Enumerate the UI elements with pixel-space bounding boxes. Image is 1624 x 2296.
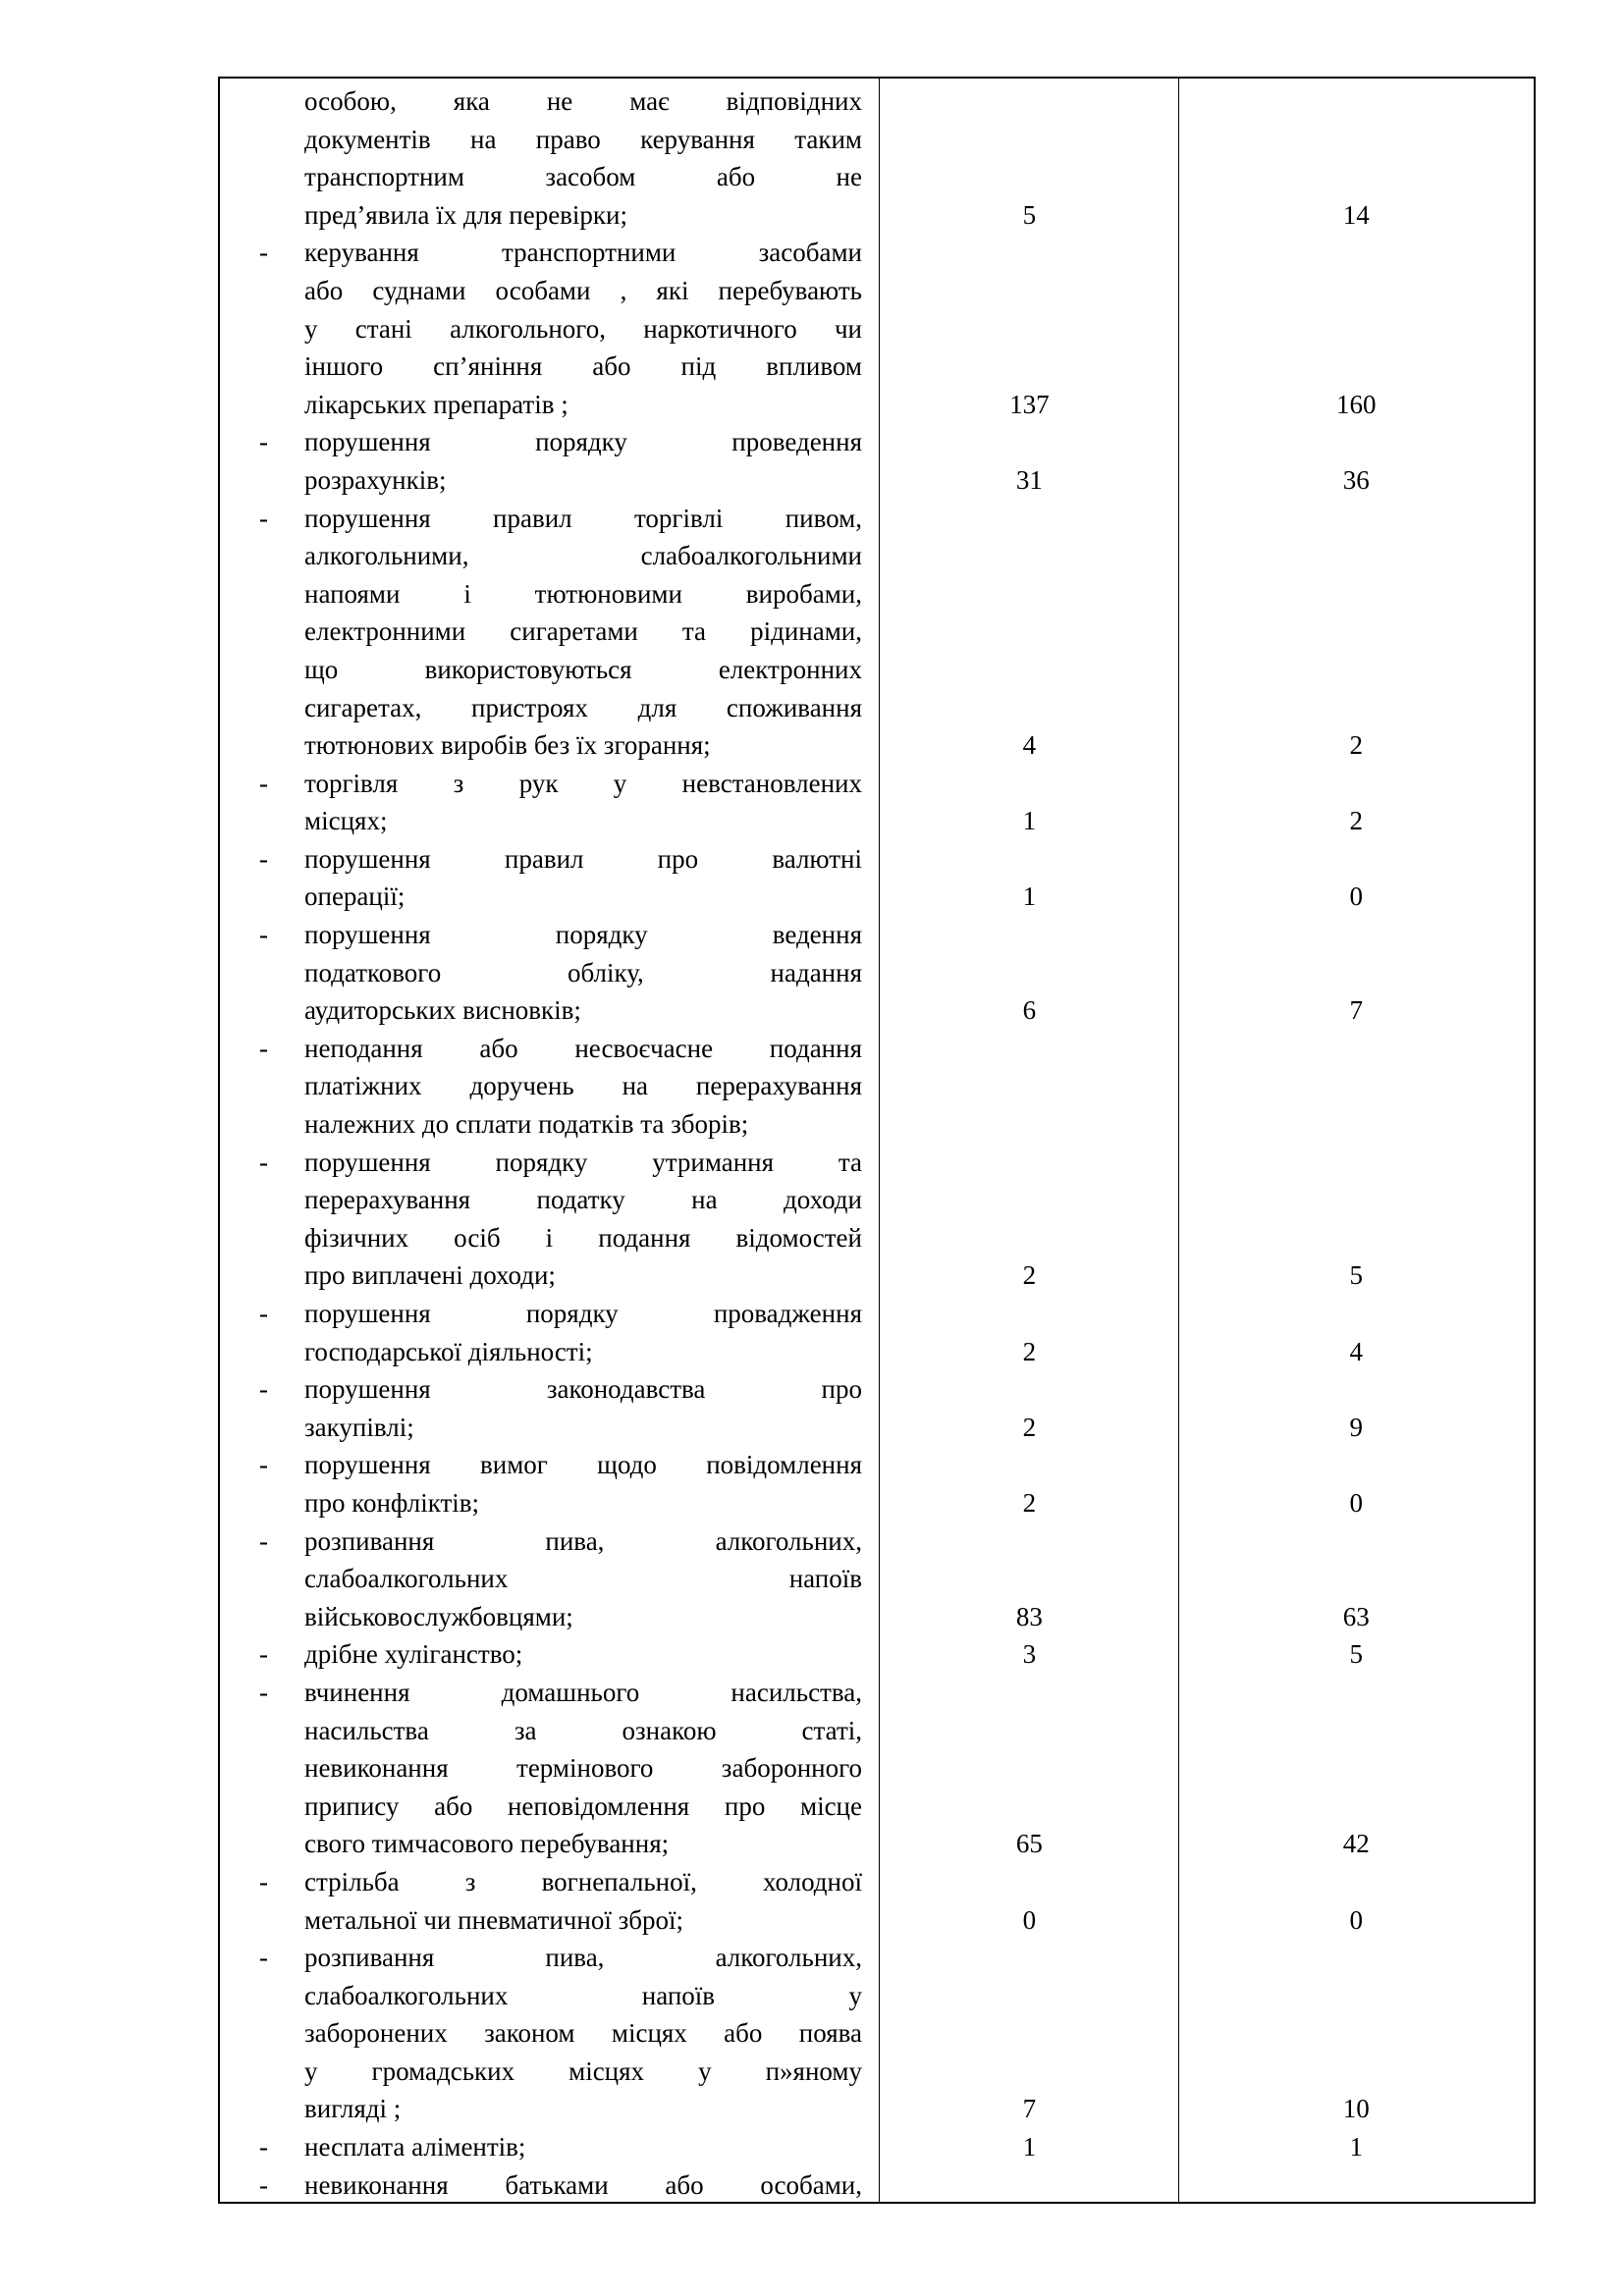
offense-description [220,82,880,234]
list-dash: - [259,2169,268,2200]
table-row [220,82,1534,234]
value-period-1: 2 [1022,1487,1037,1518]
list-dash: - [259,843,268,874]
table-row [220,423,1534,499]
text-line: порушення правил торгівлі пивом, [304,503,862,533]
text-line: дрібне хуліганство; [304,1639,523,1670]
offense-description [220,500,880,765]
value-period-1: 5 [1022,199,1037,230]
text-line: порушення порядку проведення [304,427,862,457]
value-period-1: 2 [1022,1412,1037,1442]
list-dash: - [259,768,268,798]
text-line: порушення порядку провадження [304,1299,862,1328]
text-line: розпивання пива, алкогольних, [304,1525,862,1556]
value-period-1: 31 [1015,464,1043,495]
value-period-1: 1 [1022,806,1037,836]
value-period-2: 5 [1349,1639,1364,1670]
text-line: свого тимчасового перебування; [304,1829,670,1859]
offense-description [220,1863,880,1939]
text-line: тютюнових виробів без їх згорання; [304,730,711,761]
text-line: електронними сигаретами та рідинами, [304,616,862,647]
table-row [220,1635,1534,1674]
text-line: у громадських місцях у п»яному [304,2056,862,2086]
table-row [220,1674,1534,1863]
text-line: лікарських препаратів ; [304,389,568,419]
table-row [220,1030,1534,1144]
text-line: транспортним засобом або не [304,162,862,192]
value-period-1: 2 [1022,1260,1037,1291]
text-line: належних до сплати податків та зборів; [304,1109,749,1140]
offenses-table [218,77,1536,2204]
text-line: іншого сп’яніння або під впливом [304,351,862,382]
text-line: припису або неповідомлення про місце [304,1790,862,1821]
list-dash: - [259,503,268,533]
table-row [220,1295,1534,1370]
offense-description [220,2166,880,2205]
text-line: алкогольними, слабоалкогольними [304,541,862,571]
value-period-2: 1 [1349,2132,1364,2163]
value-period-2: 36 [1342,464,1370,495]
offense-description [220,1144,880,1295]
text-line: у стані алкогольного, наркотичного чи [304,313,862,344]
value-period-2: 4 [1349,1336,1364,1366]
value-period-1: 1 [1022,2132,1037,2163]
text-line: напоями і тютюновими виробами, [304,578,862,609]
text-line: торгівля з рук у невстановлених [304,768,862,798]
text-line: про виплачені доходи; [304,1260,556,1291]
text-line: насильства за ознакою статі, [304,1715,862,1745]
list-dash: - [259,1450,268,1480]
text-line: про конфліктів; [304,1487,480,1518]
text-line: невиконання термінового заборонного [304,1753,862,1784]
value-period-2: 14 [1342,199,1370,230]
value-period-1: 83 [1015,1601,1043,1631]
list-dash: - [259,1299,268,1328]
text-line: порушення правил про валютні [304,843,862,874]
value-period-2: 0 [1349,881,1364,912]
list-dash: - [259,1374,268,1405]
value-period-2: 9 [1349,1412,1364,1442]
text-line: що використовуються електронних [304,654,862,684]
value-period-2: 5 [1349,1260,1364,1291]
text-line: податкового обліку, надання [304,957,862,988]
text-line: військовослужбовцями; [304,1601,573,1631]
text-line: фізичних осіб і подання відомостей [304,1222,862,1253]
offense-description [220,916,880,1030]
list-dash: - [259,1525,268,1556]
list-dash: - [259,1147,268,1177]
value-period-1: 3 [1022,1639,1037,1670]
offense-description [220,1370,880,1446]
offense-description [220,1939,880,2128]
text-line: слабоалкогольних напоїв у [304,1980,862,2010]
table-row [220,765,1534,840]
list-dash: - [259,1639,268,1670]
value-period-1: 6 [1022,995,1037,1026]
text-line: або суднами особами , які перебувають [304,275,862,305]
value-period-1: 65 [1015,1829,1043,1859]
text-line: розрахунків; [304,464,447,495]
value-period-2: 0 [1349,1904,1364,1935]
value-period-1: 1 [1022,881,1037,912]
list-dash: - [259,920,268,950]
table-row [220,1863,1534,1939]
text-line: порушення вимог щодо повідомлення [304,1450,862,1480]
text-line: платіжних доручень на перерахування [304,1071,862,1101]
table-row [220,2128,1534,2166]
offense-description [220,234,880,423]
value-period-2: 160 [1336,389,1377,419]
offense-description [220,1522,880,1636]
text-line: місцях; [304,806,388,836]
list-dash: - [259,1943,268,1973]
value-period-2: 2 [1349,730,1364,761]
offense-description [220,1446,880,1522]
value-period-1: 0 [1022,1904,1037,1935]
list-dash: - [259,2132,268,2163]
text-line: пред’явила їх для перевірки; [304,199,627,230]
value-period-2: 63 [1342,1601,1370,1631]
table-row [220,1522,1534,1636]
offense-description [220,840,880,916]
value-period-1: 137 [1009,389,1050,419]
value-period-2: 10 [1342,2094,1370,2124]
text-line: заборонених законом місцях або поява [304,2018,862,2049]
table-row [220,916,1534,1030]
text-line: розпивання пива, алкогольних, [304,1943,862,1973]
value-period-2: 0 [1349,1487,1364,1518]
text-line: порушення порядку утримання та [304,1147,862,1177]
offense-description [220,765,880,840]
text-line: невиконання батьками або особами, [304,2169,862,2200]
text-line: закупівлі; [304,1412,414,1442]
list-dash: - [259,1033,268,1063]
text-line: слабоалкогольних напоїв [304,1564,862,1594]
text-line: перерахування податку на доходи [304,1185,862,1215]
text-line: вигляді ; [304,2094,402,2124]
text-line: порушення порядку ведення [304,920,862,950]
offense-description [220,1295,880,1370]
text-line: порушення законодавства про [304,1374,862,1405]
value-period-1: 4 [1022,730,1037,761]
text-line: метальної чи пневматичної зброї; [304,1904,683,1935]
value-period-1: 7 [1022,2094,1037,2124]
text-line: особою, яка не має відповідних [304,86,862,116]
offense-description [220,1030,880,1144]
value-period-2: 7 [1349,995,1364,1026]
list-dash: - [259,1677,268,1707]
table-row [220,840,1534,916]
text-line: вчинення домашнього насильства, [304,1677,862,1707]
text-line: керування транспортними засобами [304,238,862,268]
offense-description [220,1674,880,1863]
value-period-1: 2 [1022,1336,1037,1366]
text-line: стрільба з вогнепальної, холодної [304,1866,862,1896]
value-period-2: 2 [1349,806,1364,836]
table-row [220,2166,1534,2205]
text-line: неподання або несвоєчасне подання [304,1033,862,1063]
table-row [220,1144,1534,1295]
text-line: документів на право керування таким [304,124,862,154]
table-row [220,1446,1534,1522]
list-dash: - [259,1866,268,1896]
list-dash: - [259,238,268,268]
table-row [220,1939,1534,2128]
offense-description [220,1635,880,1674]
text-line: несплата аліментів; [304,2132,526,2163]
value-period-2: 42 [1342,1829,1370,1859]
text-line: аудиторських висновків; [304,995,581,1026]
table-row [220,234,1534,423]
offense-description [220,2128,880,2166]
offense-description [220,423,880,499]
text-line: операції; [304,881,406,912]
table-row [220,500,1534,765]
table-rows [220,82,1534,2204]
text-line: сигаретах, пристроях для споживання [304,692,862,722]
list-dash: - [259,427,268,457]
table-row [220,1370,1534,1446]
text-line: господарської діяльності; [304,1336,593,1366]
